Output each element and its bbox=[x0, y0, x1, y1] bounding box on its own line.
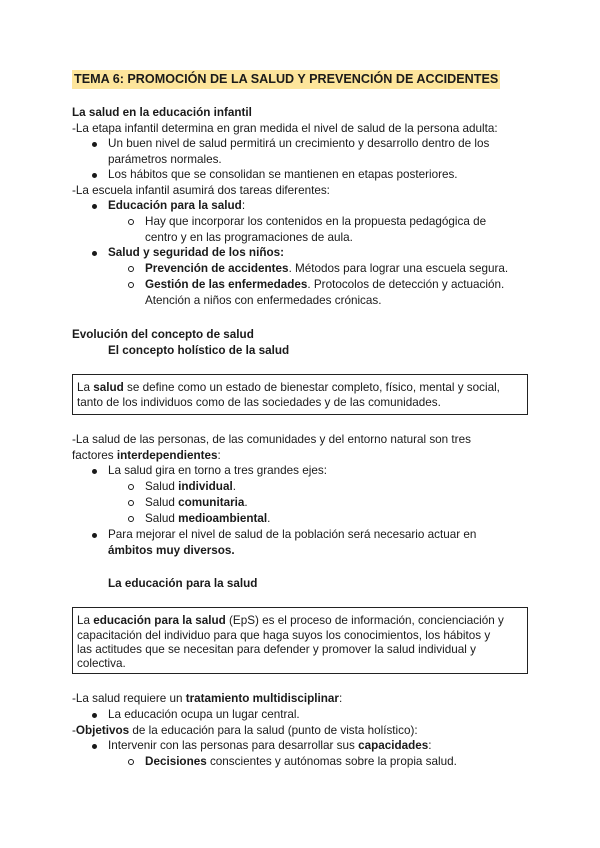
text: La bbox=[77, 614, 94, 627]
bullet-icon bbox=[92, 204, 97, 209]
list-item-continuation: ámbitos muy diversos. bbox=[108, 544, 235, 557]
circle-bullet-icon bbox=[128, 219, 134, 225]
paragraph: -La salud de las personas, de las comunidades y del entorno natural son tres bbox=[72, 433, 471, 446]
bold-text: individual bbox=[178, 480, 233, 493]
list-item: Para mejorar el nivel de salud de la población será necesario actuar en bbox=[108, 528, 477, 541]
paragraph bbox=[72, 723, 418, 738]
text: factores bbox=[72, 449, 117, 462]
subsection-heading: La educación para la salud bbox=[108, 577, 258, 590]
list-item-continuation: parámetros normales. bbox=[108, 153, 222, 166]
text: (EpS) es el proceso de información, concienciación y bbox=[225, 614, 504, 627]
bold-text: medioambiental bbox=[178, 512, 268, 525]
list-item: Un buen nivel de salud permitirá un crecimiento y desarrollo dentro de los bbox=[108, 137, 490, 150]
bullet-icon bbox=[92, 744, 97, 749]
definition-line: las actitudes que se necesitan para defender y promover la salud individual y bbox=[77, 643, 476, 656]
subsection-heading: El concepto holístico de la salud bbox=[108, 344, 290, 357]
sublist-item bbox=[145, 479, 236, 494]
sublist-item bbox=[145, 511, 270, 526]
bold-text: educación para la salud bbox=[93, 614, 226, 627]
text: Intervenir con las personas para desarrollar sus bbox=[108, 739, 359, 752]
bold-text: Gestión de las enfermedades bbox=[145, 278, 308, 291]
bold-text: Educación para la salud bbox=[108, 199, 242, 212]
list-item: La educación ocupa un lugar central. bbox=[108, 708, 300, 721]
circle-bullet-icon bbox=[128, 516, 134, 522]
bullet-icon bbox=[92, 173, 97, 178]
text: : bbox=[217, 449, 221, 462]
sublist-item bbox=[145, 754, 457, 769]
circle-bullet-icon bbox=[128, 266, 134, 272]
list-item bbox=[108, 198, 245, 213]
text: . Protocolos de detección y actuación. bbox=[307, 278, 505, 291]
bold-text: comunitaria bbox=[178, 496, 245, 509]
sublist-item-continuation: centro y en las programaciones de aula. bbox=[145, 231, 353, 244]
circle-bullet-icon bbox=[128, 759, 134, 765]
sublist-item bbox=[145, 277, 504, 292]
paragraph-continuation bbox=[72, 448, 221, 463]
bold-text: Prevención de accidentes bbox=[145, 262, 289, 275]
paragraph: -La etapa infantil determina en gran medida el nivel de salud de la persona adulta: bbox=[72, 122, 498, 135]
text: . bbox=[244, 496, 248, 509]
definition-line: colectiva. bbox=[77, 657, 126, 670]
text: de la educación para la salud (punto de vista holístico): bbox=[129, 724, 418, 737]
bold-text: interdependientes bbox=[116, 449, 218, 462]
sublist-item bbox=[145, 495, 248, 510]
circle-bullet-icon bbox=[128, 282, 134, 288]
bold-text: Objetivos bbox=[75, 724, 130, 737]
bold-text: tratamiento multidisciplinar bbox=[185, 692, 339, 705]
definition-box bbox=[72, 374, 528, 415]
text: : bbox=[428, 739, 432, 752]
sublist-item bbox=[145, 261, 508, 276]
paragraph bbox=[72, 691, 342, 706]
bullet-icon bbox=[92, 713, 97, 718]
text: se define como un estado de bienestar completo, físico, mental y social, bbox=[123, 381, 500, 394]
bullet-icon bbox=[92, 142, 97, 147]
sublist-item-continuation: Atención a niños con enfermedades crónicas. bbox=[145, 294, 382, 307]
circle-bullet-icon bbox=[128, 484, 134, 490]
circle-bullet-icon bbox=[128, 500, 134, 506]
definition-line bbox=[77, 380, 500, 395]
text: Salud bbox=[145, 512, 179, 525]
text: -La salud requiere un bbox=[72, 692, 186, 705]
text: Salud bbox=[145, 496, 179, 509]
bold-text: Decisiones bbox=[145, 755, 207, 768]
list-item: Los hábitos que se consolidan se mantienen en etapas posteriores. bbox=[108, 168, 458, 181]
list-item: La salud gira en torno a tres grandes ejes: bbox=[108, 464, 327, 477]
text: . Métodos para lograr una escuela segura. bbox=[288, 262, 509, 275]
text: . bbox=[232, 480, 236, 493]
bullet-icon bbox=[92, 469, 97, 474]
text: - bbox=[72, 724, 76, 737]
definition-line bbox=[77, 613, 504, 628]
definition-line: capacitación del individuo para que haga suyos los conocimientos, los hábitos y bbox=[77, 629, 491, 642]
definition-line: tanto de los individuos como de las sociedades y de las comunidades. bbox=[77, 396, 441, 409]
paragraph: -La escuela infantil asumirá dos tareas diferentes: bbox=[72, 184, 330, 197]
list-item: Salud y seguridad de los niños: bbox=[108, 246, 284, 259]
bold-text: capacidades bbox=[358, 739, 429, 752]
text: : bbox=[338, 692, 343, 705]
definition-box bbox=[72, 607, 528, 674]
section-heading-salud-infantil: La salud en la educación infantil bbox=[72, 106, 252, 119]
text: . bbox=[267, 512, 271, 525]
text: conscientes y autónomas sobre la propia salud. bbox=[206, 755, 457, 768]
section-heading-evolucion: Evolución del concepto de salud bbox=[72, 328, 254, 341]
text: Salud bbox=[145, 480, 179, 493]
text: : bbox=[241, 199, 246, 212]
bullet-icon bbox=[92, 251, 97, 256]
text: La bbox=[77, 381, 94, 394]
bullet-icon bbox=[92, 533, 97, 538]
bold-text: salud bbox=[93, 381, 124, 394]
list-item bbox=[108, 738, 432, 753]
page-title: TEMA 6: PROMOCIÓN DE LA SALUD Y PREVENCIÓN DE ACCIDENTES bbox=[72, 70, 500, 89]
sublist-item: Hay que incorporar los contenidos en la propuesta pedagógica de bbox=[145, 215, 487, 228]
